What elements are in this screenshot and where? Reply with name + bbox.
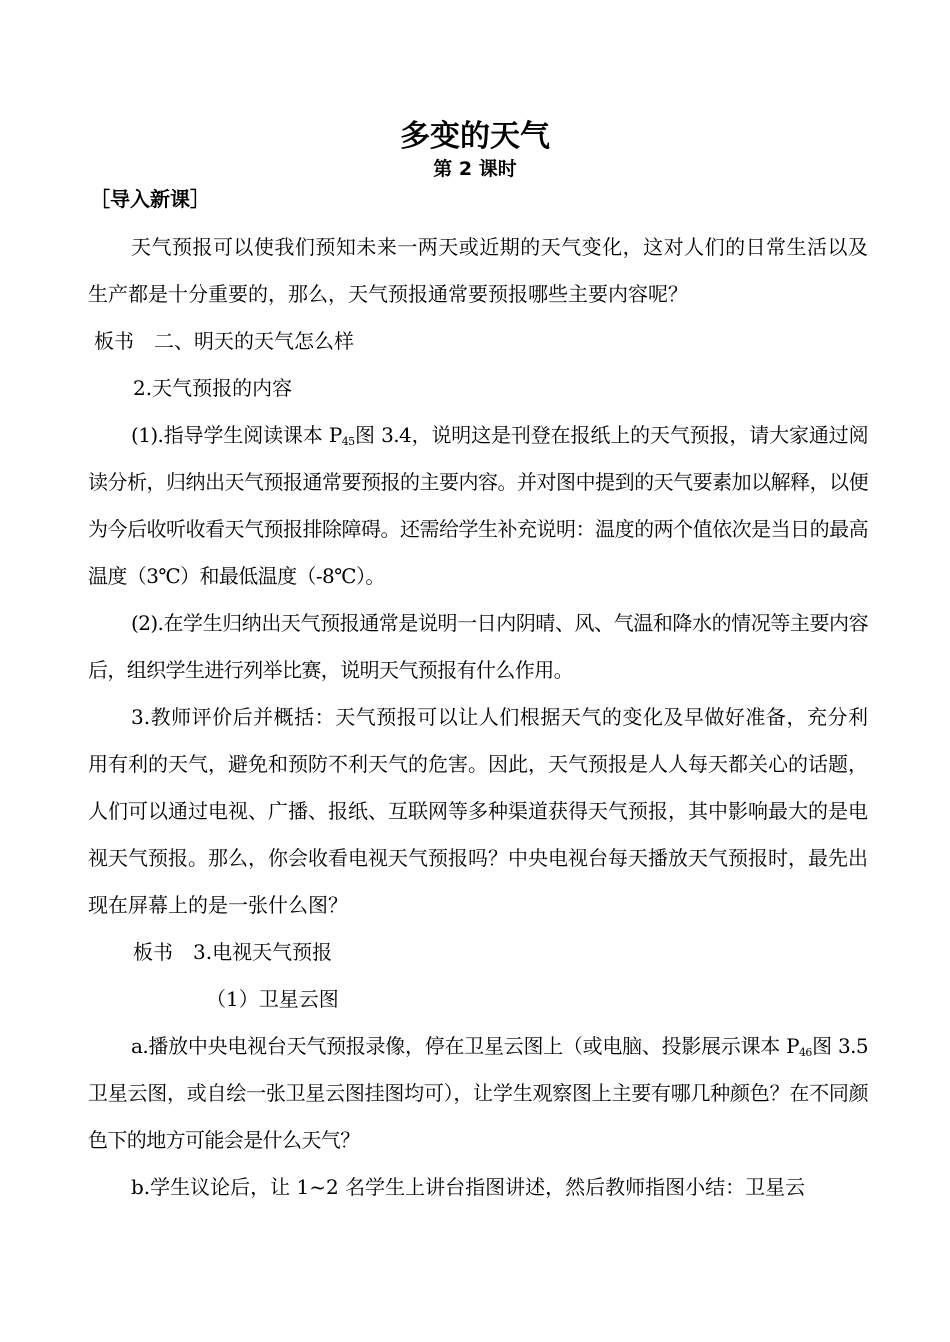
- step-1-text-a: (1).指导学生阅读课本 P: [131, 423, 342, 447]
- paragraph-summary: 3.教师评价后并概括：天气预报可以让人们根据天气的变化及早做好准备，充分利用有利的天气，避免和预防不利天气的危害。因此，天气预报是人人每天都关心的话题，人们可以通过电视、广播、报纸、互联网等多种渠道获得天气预报，其中影响最大的是电视天气预报。那么，你会收看电视天气预报吗？中央电视台每天播放天气预报时，最先出现在屏幕上的是一张什么图？: [88, 705, 868, 917]
- paragraph-step-1: [88, 412, 868, 600]
- paragraph-intro: 天气预报可以使我们预知未来一两天或近期的天气变化，这对人们的日常生活以及生产都是十分重要的，那么，天气预报通常要预报哪些主要内容呢？: [88, 235, 868, 306]
- page-ref-subscript: 45: [341, 435, 355, 448]
- page-title: 多变的天气: [400, 119, 550, 154]
- board-note-tv-forecast: 板书 3.电视天气预报: [133, 940, 333, 964]
- paragraph-activity-b: b.学生议论后，让 1~2 名学生上讲台指图讲述，然后教师指图小结：卫星云: [131, 1175, 806, 1199]
- activity-a-text-b: 图 3.5 卫星云图，或自绘一张卫星云图挂图均可），让学生观察图上主要有哪几种颜色？在不同颜色下的地方可能会是什么天气？: [88, 1034, 868, 1152]
- page-ref-subscript: 46: [799, 1046, 812, 1059]
- paragraph-step-2: (2).在学生归纳出天气预报通常是说明一日内阴晴、风、气温和降水的情况等主要内容后，组织学生进行列举比赛，说明天气预报有什么作用。: [88, 611, 868, 682]
- paragraph-activity-a: [88, 1023, 868, 1164]
- document-body: [88, 224, 868, 1211]
- lesson-subtitle: 第 2 课时: [433, 158, 517, 180]
- board-note-weather-tomorrow: 板书 二、明天的天气怎么样: [94, 329, 354, 353]
- step-1-text-b: 图 3.4，说明这是刊登在报纸上的天气预报，请大家通过阅读分析，归纳出天气预报通常要预报的主要内容。并对图中提到的天气要素加以解释，以便为今后收听收看天气预报排除障碍。还需给学生补充说明：温度的两个值依次是当日的最高温度（3℃）和最低温度（-8℃）。: [88, 423, 868, 588]
- section-heading: ［导入新课］: [90, 187, 210, 211]
- heading-forecast-content: 2.天气预报的内容: [133, 376, 293, 400]
- heading-satellite-map: （1）卫星云图: [206, 987, 339, 1011]
- activity-a-text-a: a.播放中央电视台天气预报录像，停在卫星云图上（或电脑、投影展示课本 P: [131, 1034, 799, 1058]
